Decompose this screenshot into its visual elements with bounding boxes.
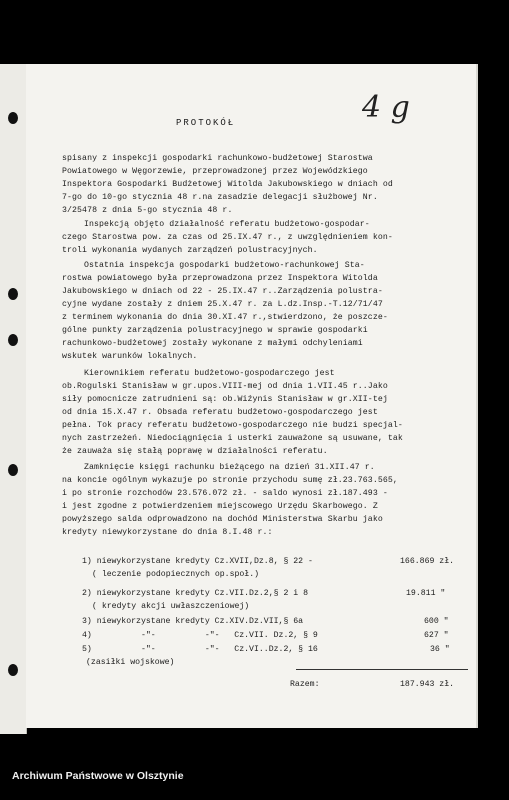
credit-row: 1) niewykorzystane kredyty Cz.XVII,Dz.8, § 22 - <box>82 557 313 566</box>
text-line: że zauważa się stałą poprawę w działalności referatu. <box>62 447 328 456</box>
text-line: 3/25478 z dnia 5-go stycznia 48 r. <box>62 206 233 215</box>
text-line: troli wykonania wydanych zarządzeń polustracyjnych. <box>62 246 318 255</box>
text-line: Jakubowskiego w dniach od 22 - 25.IX.47 r..Zarządzenia polustra- <box>62 287 383 296</box>
binder-strip <box>0 64 27 734</box>
credit-amount: 600 " <box>424 617 449 626</box>
text-line: rachunkowo-budżetowej zostały wykonane z małymi odchyleniami <box>62 339 363 348</box>
text-line: i po stronie rozchodów 23.576.072 zł. - saldo wynosi zł.187.493 - <box>62 489 388 498</box>
total-label: Razem: <box>290 680 320 689</box>
handwritten-note: 4 g <box>362 90 410 125</box>
credit-amount: 36 " <box>430 645 450 654</box>
credit-row: ( kredyty akcji uwłaszczeniowej) <box>92 602 250 611</box>
text-line: Inspekcją objęto działalność referatu budżetowo-gospodar- <box>84 220 370 229</box>
punch-hole <box>8 664 18 676</box>
text-line: spisany z inspekcji gospodarki rachunkowo-budżetowej Starostwa <box>62 154 373 163</box>
credit-row: ( leczenie podopiecznych op.społ.) <box>92 570 260 579</box>
text-line: Kierownikiem referatu budżetowo-gospodarczego jest <box>84 369 335 378</box>
text-line: siły pomocnicze zatrudnieni są: ob.Wiźynis Stanisław w gr.XII-tej <box>62 395 388 404</box>
sum-rule <box>296 669 468 670</box>
credit-row: 4) -"- -"- Cz.VII. Dz.2, § 9 <box>82 631 318 640</box>
punch-hole <box>8 334 18 346</box>
text-line: od dnia 15.X.47 r. Obsada referatu budżetowo-gospodarczego jest <box>62 408 378 417</box>
text-line: z terminem wykonania do dnia 30.XI.47 r.,stwierdzono, że poszcze- <box>62 313 388 322</box>
text-line: Zamknięcie księgi rachunku bieżącego na dzień 31.XII.47 r. <box>84 463 375 472</box>
document-title: PROTOKÓŁ <box>176 118 236 128</box>
text-line: pełna. Tok pracy referatu budżetowo-gospodarczego nie budzi specjal- <box>62 421 403 430</box>
punch-hole <box>8 464 18 476</box>
credit-row: 3) niewykorzystane kredyty Cz.XIV.Dz.VII,§ 6a <box>82 617 304 626</box>
text-line: Inspektora Gospodarki Budżetowej Witolda Jakubowskiego w dniach od <box>62 180 393 189</box>
text-line: powyższego salda odprowadzono na dochód Ministerstwa Skarbu jako <box>62 515 383 524</box>
text-line: nych zastrzeżeń. Niedociągnięcia i usterki zauważone są usuwane, tak <box>62 434 403 443</box>
archive-caption: Archiwum Państwowe w Olsztynie <box>12 770 184 782</box>
text-line: i jest zgodne z potwierdzeniem miejscowego Urzędu Skarbowego. Z <box>62 502 378 511</box>
text-line: wskutek warunków lokalnych. <box>62 352 198 361</box>
credit-row: (zasiłki wojskowe) <box>86 658 175 667</box>
text-line: kredyty niewykorzystane do dnia 8.I.48 r.: <box>62 528 273 537</box>
text-line: Ostatnia inspekcja gospodarki budżetowo-rachunkowej Sta- <box>84 261 365 270</box>
credit-amount: 166.869 zł. <box>400 557 455 566</box>
total-value: 187.943 zł. <box>400 680 455 689</box>
credit-amount: 627 " <box>424 631 449 640</box>
text-line: rostwa powiatowego była przeprowadzona przez Inspektora Witolda <box>62 274 378 283</box>
text-line: 7-go do 10-go stycznia 48 r.na zasadzie delegacji służbowej Nr. <box>62 193 378 202</box>
text-line: gólne punkty zarządzenia polustracyjnego w sprawie gospodarki <box>62 326 368 335</box>
text-line: ob.Rogulski Stanisław w gr.upos.VIII-mej od dnia 1.VII.45 r..Jako <box>62 382 388 391</box>
punch-hole <box>8 288 18 300</box>
credit-row: 5) -"- -"- Cz.VI..Dz.2, § 16 <box>82 645 318 654</box>
credit-amount: 19.811 " <box>406 589 446 598</box>
punch-hole <box>8 112 18 124</box>
text-line: na koncie ogólnym wykazuje po stronie przychodu sumę zł.23.763.565, <box>62 476 398 485</box>
text-line: czego Starostwa pow. za czas od 25.IX.47 r., z uwzględnieniem kon- <box>62 233 393 242</box>
credit-row: 2) niewykorzystane kredyty Cz.VII.Dz.2,§ 2 i 8 <box>82 589 309 598</box>
text-line: Powiatowego w Węgorzewie, przeprowadzonej przez Wojewódzkiego <box>62 167 368 176</box>
text-line: cyjne wydane zostały z dniem 25.X.47 r. za L.dz.Insp.-T.12/71/47 <box>62 300 383 309</box>
